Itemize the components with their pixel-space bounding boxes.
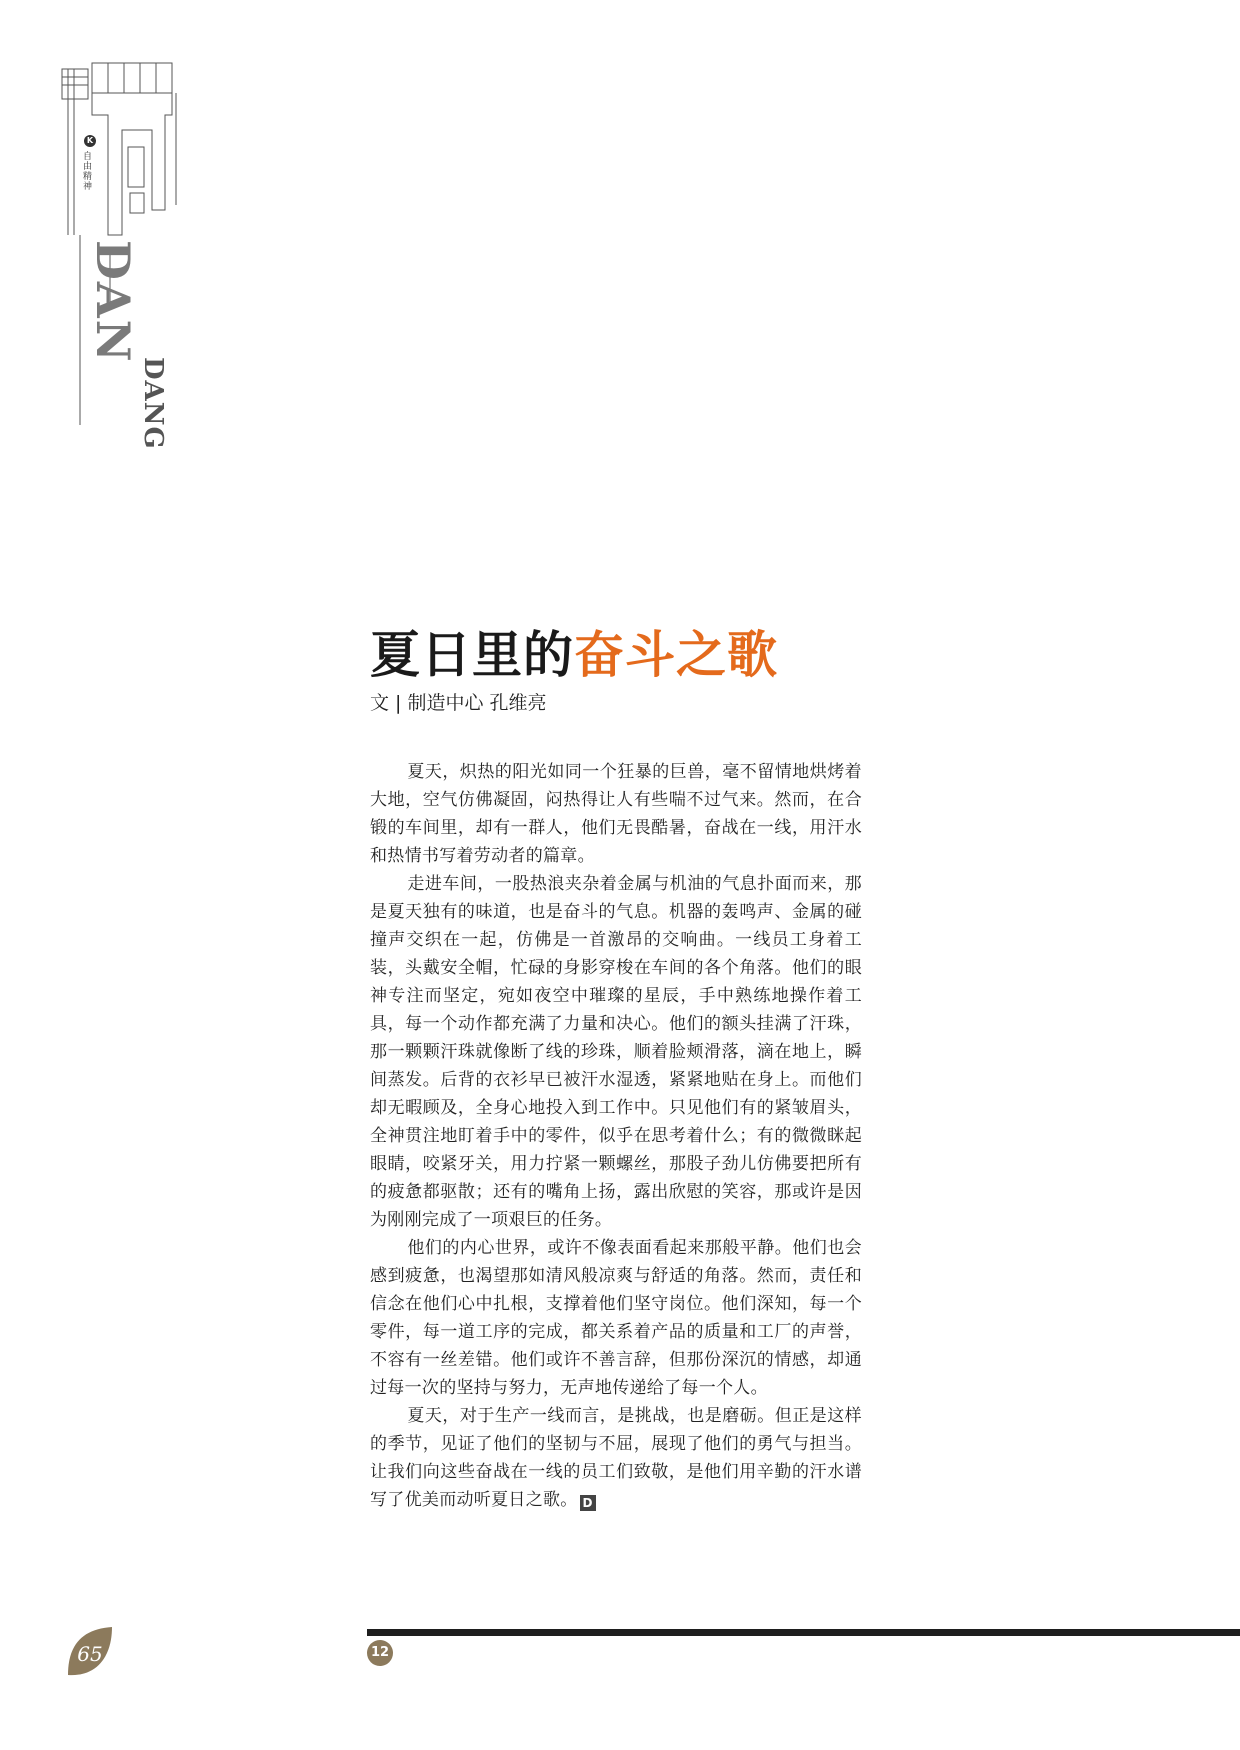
title-plain: 夏日里的 [370,626,574,684]
page-number: 65 [77,1642,103,1666]
title-highlight: 奋斗之歌 [574,626,778,684]
article-title [370,615,778,687]
company-logo-text: 自由精神 [81,151,91,191]
end-mark-icon: D [580,1495,596,1511]
paragraph-last [370,1402,862,1514]
masthead-word-dang: DANG [138,357,168,450]
paragraph: 他们的内心世界，或许不像表面看起来那般平静。他们也会感到疲惫，也渴望那如清风般凉爽与舒适的角落。然而，责任和信念在他们心中扎根，支撑着他们坚守岗位。他们深知，每一个零件，每一道工序的完成，都关系着产品的质量和工厂的声誉，不容有一丝差错。他们或许不善言辞，但那份深沉的情感，却通过每一次的坚持与努力，无声地传递给了每一个人。 [370,1238,862,1398]
masthead-decoration [60,55,190,450]
issue-number-badge: 12 [367,1640,393,1666]
masthead-word-dan: DAN [86,240,140,364]
article-byline: 文 | 制造中心 孔维亮 [370,692,547,714]
company-logo-icon: K [84,135,96,147]
paragraph: 走进车间，一股热浪夹杂着金属与机油的气息扑面而来，那是夏天独有的味道，也是奋斗的气息。机器的轰鸣声、金属的碰撞声交织在一起，仿佛是一首激昂的交响曲。一线员工身着工装，头戴安全帽，忙碌的身影穿梭在车间的各个角落。他们的眼神专注而坚定，宛如夜空中璀璨的星辰，手中熟练地操作着工具，每一个动作都充满了力量和决心。他们的额头挂满了汗珠，那一颗颗汗珠就像断了线的珍珠，顺着脸颊滑落，滴在地上，瞬间蒸发。后背的衣衫早已被汗水湿透，紧紧地贴在身上。而他们却无暇顾及，全身心地投入到工作中。只见他们有的紧皱眉头，全神贯注地盯着手中的零件，似乎在思考着什么；有的微微眯起眼睛，咬紧牙关，用力拧紧一颗螺丝，那股子劲儿仿佛要把所有的疲惫都驱散；还有的嘴角上扬，露出欣慰的笑容，那或许是因为刚刚完成了一项艰巨的任务。 [370,874,862,1230]
article-body [370,758,862,1514]
paragraph-text: 夏天，对于生产一线而言，是挑战，也是磨砺。但正是这样的季节，见证了他们的坚韧与不屈，展现了他们的勇气与担当。让我们向这些奋战在一线的员工们致敬，是他们用辛勤的汗水谱写了优美而动听夏日之歌。 [370,1406,862,1510]
footer-rule [367,1629,1240,1636]
paragraph: 夏天，炽热的阳光如同一个狂暴的巨兽，毫不留情地烘烤着大地，空气仿佛凝固，闷热得让人有些喘不过气来。然而，在合锻的车间里，却有一群人，他们无畏酷暑，奋战在一线，用汗水和热情书写着劳动者的篇章。 [370,762,862,866]
